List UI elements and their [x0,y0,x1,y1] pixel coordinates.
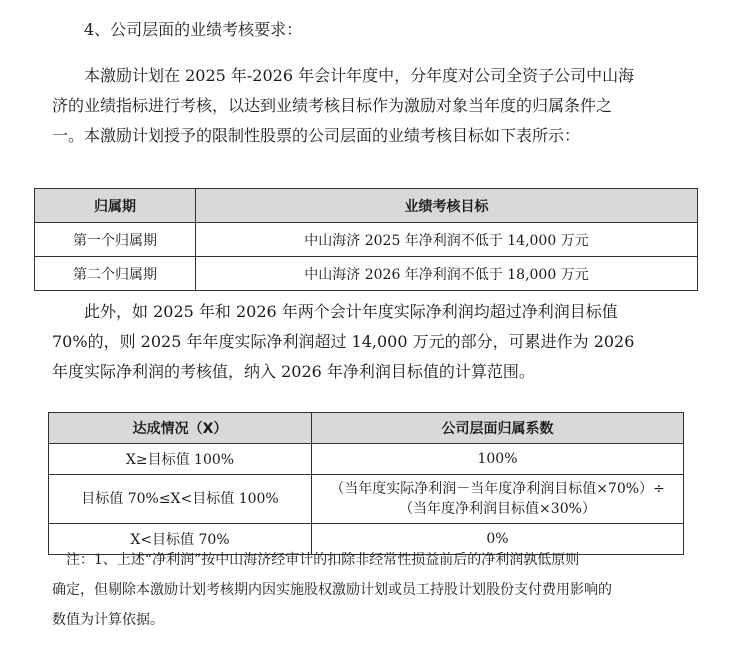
formula-line-1: （当年度实际净利润－当年度净利润目标值×70%）÷ [330,481,665,497]
header-achievement: 达成情况（X） [49,413,312,444]
supplement-line-2: 70%的，则 2025 年年度实际净利润超过 14,000 万元的部分，可累进作为 2026 [52,332,635,351]
table-row [49,475,684,524]
intro-line-3: 一。本激励计划授予的限制性股票的公司层面的业绩考核目标如下表所示： [52,126,581,145]
table-row [49,444,684,475]
footnote-line-3: 数值为计算依据。 [52,612,164,628]
target-cell: 中山海济 2025 年净利润不低于 14,000 万元 [196,223,698,257]
table-row [35,257,698,291]
intro-line-1: 本激励计划在 2025 年-2026 年会计年度中，分年度对公司全资子公司中山海 [84,66,635,85]
vesting-period-cell: 第一个归属期 [35,223,196,257]
table-row [35,223,698,257]
supplement-line-3: 年度实际净利润的考核值，纳入 2026 年净利润目标值的计算范围。 [52,362,535,381]
footnote-line-1: 注：1、上述“净利润”按中山海济经审计的扣除非经常性损益前后的净利润孰低原则 [66,552,580,568]
intro-paragraph [52,61,692,151]
target-cell: 中山海济 2026 年净利润不低于 18,000 万元 [196,257,698,291]
coefficient-formula-cell [312,475,684,524]
coefficient-cell: 0% [312,524,684,555]
condition-cell: X<目标值 70% [49,524,312,555]
footnote [52,545,692,635]
vesting-period-cell: 第二个归属期 [35,257,196,291]
performance-target-table [34,188,698,291]
table-header-row [49,413,684,444]
header-coefficient: 公司层面归属系数 [312,413,684,444]
achievement-coefficient-table [48,412,684,555]
header-performance-target: 业绩考核目标 [196,189,698,223]
footnote-line-2: 确定，但剔除本激励计划考核期内因实施股权激励计划或员工持股计划股份支付费用影响的 [52,582,612,598]
table-header-row [35,189,698,223]
section-heading: 4、公司层面的业绩考核要求： [84,20,303,39]
supplement-paragraph [52,297,692,387]
formula-line-2: （当年度净利润目标值×30%） [399,501,596,517]
coefficient-cell: 100% [312,444,684,475]
condition-cell: X≥目标值 100% [49,444,312,475]
supplement-line-1: 此外，如 2025 年和 2026 年两个会计年度实际净利润均超过净利润目标值 [84,302,618,321]
condition-cell: 目标值 70%≤X<目标值 100% [49,475,312,524]
intro-line-2: 济的业绩指标进行考核，以达到业绩考核目标作为激励对象当年度的归属条件之 [52,96,613,115]
header-vesting-period: 归属期 [35,189,196,223]
